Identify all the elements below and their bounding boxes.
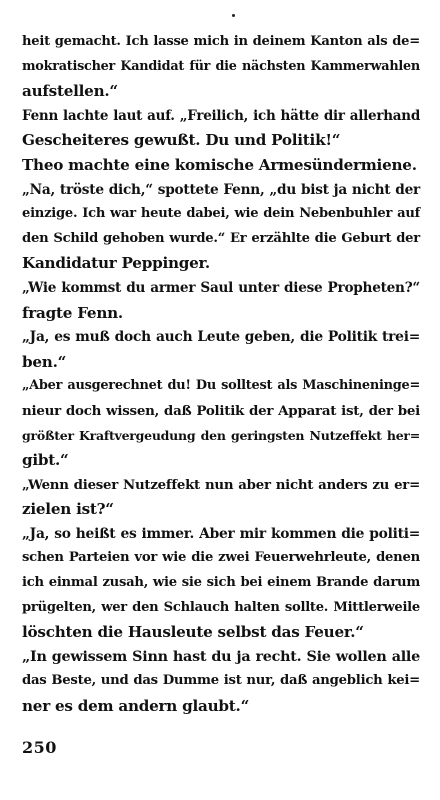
- text-line: ner es dem andern glaubt.“: [22, 697, 250, 716]
- text-line: gibt.“: [22, 451, 69, 470]
- text-line: „Ja, so heißt es immer. Aber mir kommen die politi=: [22, 525, 420, 542]
- text-line: das Beste, und das Dumme ist nur, daß angeblich kei=: [22, 673, 420, 689]
- text-line: mokratischer Kandidat für die nächsten Kammerwahlen: [22, 58, 420, 74]
- text-line: den Schild gehoben wurde.“ Er erzählte die Geburt der: [22, 230, 420, 246]
- text-line: schen Parteien vor wie die zwei Feuerwehrleute, denen: [22, 550, 420, 566]
- text-line: einzige. Ich war heute dabei, wie dein Nebenbuhler auf: [22, 206, 420, 222]
- body-text: [22, 30, 420, 719]
- text-line: „Na, tröste dich,“ spottete Fenn, „du bist ja nicht der: [22, 181, 420, 198]
- page-number: 250: [22, 738, 57, 757]
- text-line: „Wenn dieser Nutzeffekt nun aber nicht anders zu er=: [22, 476, 420, 493]
- text-line: löschten die Hausleute selbst das Feuer.“: [22, 623, 364, 642]
- text-line: „Aber ausgerechnet du! Du solltest als Maschineninge=: [22, 378, 420, 394]
- text-line: nieur doch wissen, daß Politik der Apparat ist, der bei: [22, 402, 420, 419]
- text-line: ich einmal zusah, wie sie sich bei einem Brande darum: [22, 575, 420, 591]
- text-line: heit gemacht. Ich lasse mich in deinem Kanton als de=: [22, 34, 420, 49]
- text-line: fragte Fenn.: [22, 303, 123, 322]
- text-line: prügelten, wer den Schlauch halten sollte. Mittlerweile: [22, 599, 420, 615]
- text-line: Kandidatur Peppinger.: [22, 254, 210, 273]
- text-line: zielen ist?“: [22, 500, 114, 519]
- text-line: „Wie kommst du armer Saul unter diese Propheten?“: [22, 279, 420, 296]
- text-line: größter Kraftvergeudung den geringsten Nutzeffekt her=: [22, 427, 420, 443]
- text-line: Gescheiteres gewußt. Du und Politik!“: [22, 131, 341, 150]
- text-line: Fenn lachte laut auf. „Freilich, ich hätte dir allerhand: [22, 107, 420, 124]
- text-line: aufstellen.“: [22, 82, 118, 101]
- text-line: Theo machte eine komische Armesündermiene.: [22, 155, 417, 174]
- text-line: „Ja, es muß doch auch Leute geben, die Politik trei=: [22, 329, 420, 346]
- text-line: ben.“: [22, 352, 67, 371]
- print-mark: [232, 14, 235, 17]
- text-line: „In gewissem Sinn hast du ja recht. Sie wollen alle: [22, 648, 420, 665]
